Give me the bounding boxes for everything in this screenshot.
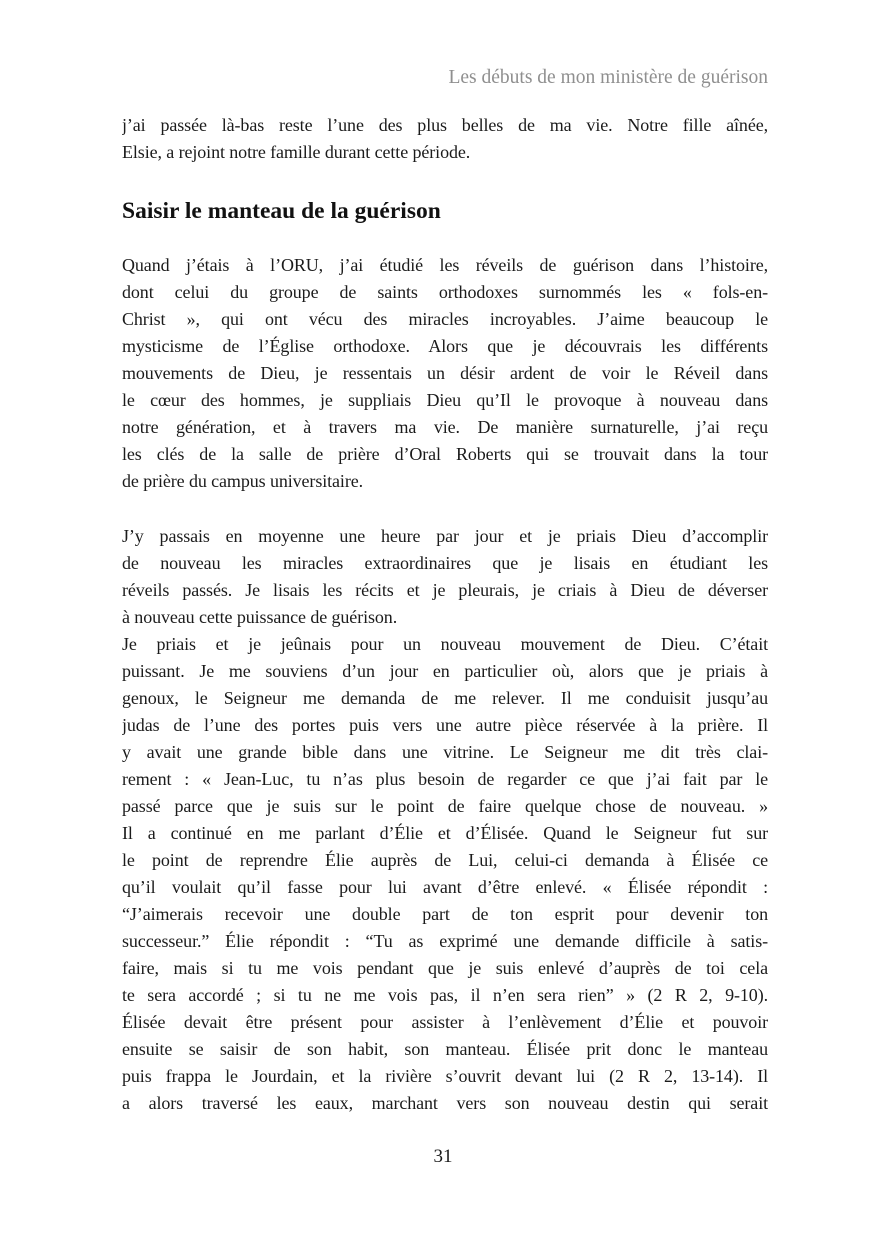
text-line: puis frappa le Jourdain, et la rivière s’ouvrit devant lui (2 R 2, 13-14). Il <box>122 1066 768 1086</box>
text-line: mouvements de Dieu, je ressentais un désir ardent de voir le Réveil dans <box>122 363 768 383</box>
text-line: J’y passais en moyenne une heure par jour et je priais Dieu d’accomplir <box>122 526 768 546</box>
paragraph <box>122 252 768 495</box>
text-line: qu’il voulait qu’il fasse pour lui avant d’être enlevé. « Élisée répondit : <box>122 877 768 897</box>
text-line: faire, mais si tu me vois pendant que je suis enlevé d’auprès de toi cela <box>122 958 768 978</box>
text-line: de prière du campus universitaire. <box>122 471 364 491</box>
text-line: judas de l’une des portes puis vers une autre pièce réservée à la prière. Il <box>122 715 768 735</box>
text-line: “J’aimerais recevoir une double part de ton esprit pour devenir ton <box>122 904 768 924</box>
text-line: successeur.” Élie répondit : “Tu as exprimé une demande difficile à satis- <box>122 931 768 951</box>
page-number: 31 <box>433 1146 453 1167</box>
paragraph <box>122 631 768 1117</box>
text-line: passé parce que je suis sur le point de faire quelque chose de nouveau. » <box>122 796 768 816</box>
text-line: y avait une grande bible dans une vitrine. Le Seigneur me dit très clai- <box>122 742 768 762</box>
text-line: a alors traversé les eaux, marchant vers son nouveau destin qui serait <box>122 1093 768 1113</box>
text-line: genoux, le Seigneur me demanda de me relever. Il me conduisit jusqu’au <box>122 688 768 708</box>
text-line: Je priais et je jeûnais pour un nouveau mouvement de Dieu. C’était <box>122 634 768 654</box>
text-line: les clés de la salle de prière d’Oral Roberts qui se trouvait dans la tour <box>122 444 768 464</box>
paragraph <box>122 523 768 631</box>
text-line: Quand j’étais à l’ORU, j’ai étudié les réveils de guérison dans l’histoire, <box>122 255 768 275</box>
text-line: ensuite se saisir de son habit, son manteau. Élisée prit donc le manteau <box>122 1039 768 1059</box>
text-line: réveils passés. Je lisais les récits et je pleurais, je criais à Dieu de déverser <box>122 580 768 600</box>
text-line: te sera accordé ; si tu ne me vois pas, il n’en sera rien” » (2 R 2, 9-10). <box>122 985 768 1005</box>
text-line: le cœur des hommes, je suppliais Dieu qu’Il le provoque à nouveau dans <box>122 390 768 410</box>
text-line: puissant. Je me souviens d’un jour en particulier où, alors que je priais à <box>122 661 768 681</box>
text-line: le point de reprendre Élie auprès de Lui, celui-ci demanda à Élisée ce <box>122 850 768 870</box>
text-line: j’ai passée là-bas reste l’une des plus belles de ma vie. Notre fille aînée, <box>122 115 768 135</box>
page-content <box>122 0 768 1117</box>
text-line: Élisée devait être présent pour assister à l’enlèvement d’Élie et pouvoir <box>122 1012 768 1032</box>
paragraph-intro <box>122 112 768 166</box>
text-line: mysticisme de l’Église orthodoxe. Alors que je découvrais les différents <box>122 336 768 356</box>
text-line: de nouveau les miracles extraordinaires que je lisais en étudiant les <box>122 553 768 573</box>
section-heading: Saisir le manteau de la guérison <box>122 198 441 224</box>
running-header: Les débuts de mon ministère de guérison <box>448 67 768 88</box>
text-line: rement : « Jean-Luc, tu n’as plus besoin de regarder ce que j’ai fait par le <box>122 769 768 789</box>
text-line: à nouveau cette puissance de guérison. <box>122 607 398 627</box>
text-line: Christ », qui ont vécu des miracles incroyables. J’aime beaucoup le <box>122 309 768 329</box>
text-line: Il a continué en me parlant d’Élie et d’Élisée. Quand le Seigneur fut sur <box>122 823 768 843</box>
text-line: dont celui du groupe de saints orthodoxes surnommés les « fols-en- <box>122 282 768 302</box>
text-line: notre génération, et à travers ma vie. De manière surnaturelle, j’ai reçu <box>122 417 768 437</box>
text-line: Elsie, a rejoint notre famille durant cette période. <box>122 142 471 162</box>
